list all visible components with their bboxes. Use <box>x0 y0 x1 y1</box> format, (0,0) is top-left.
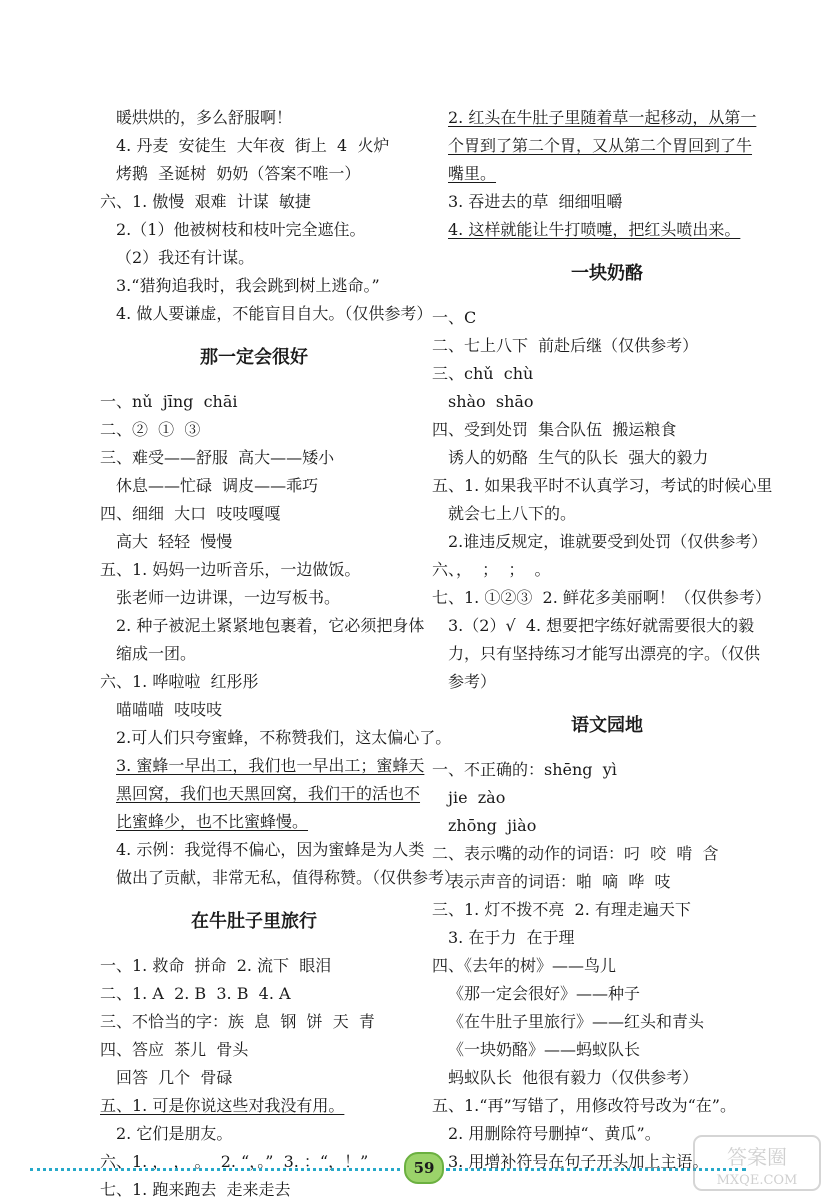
section-heading: 一块奶酪 <box>571 263 643 284</box>
answer-line: 六、， ； ； 。 <box>432 560 551 579</box>
section-heading: 在牛肚子里旅行 <box>191 911 317 932</box>
answer-line: 4. 做人要谦虚，不能盲目自大。（仅供参考） <box>116 304 433 323</box>
answer-line: （2）我还有计谋。 <box>116 248 255 267</box>
answer-line: 二、七上八下 前赴后继（仅供参考） <box>432 336 699 355</box>
answer-line <box>432 104 782 132</box>
page-number: 59 <box>404 1152 444 1184</box>
answer-line <box>432 216 782 244</box>
answer-line: jie zào <box>448 788 506 807</box>
answer-line: 三、不恰当的字：族 息 钢 饼 天 青 <box>100 1012 375 1031</box>
answer-line: 六、1. 哗啦啦 红彤彤 <box>100 672 259 691</box>
answer-line: 二、② ① ③ <box>100 420 201 439</box>
answer-line: shào shāo <box>448 392 534 411</box>
answer-line: 七、1. ①②③ 2. 鲜花多美丽啊！（仅供参考） <box>432 588 771 607</box>
answer-line: 六、1. 傲慢 艰难 计谋 敏捷 <box>100 192 311 211</box>
answer-line: 3.（2）√ 4. 想要把字练好就需要很大的毅 <box>448 616 755 635</box>
answer-line: 五、1. 妈妈一边听音乐，一边做饭。 <box>100 560 361 579</box>
answer-line: 张老师一边讲课，一边写板书。 <box>116 588 341 607</box>
answer-line: 《在牛肚子里旅行》——红头和青头 <box>448 1012 705 1031</box>
underlined-text: 2. 红头在牛肚子里随着草一起移动，从第一 <box>448 108 757 127</box>
answer-line: 回答 几个 骨碌 <box>116 1068 233 1087</box>
answer-line <box>84 780 424 808</box>
answer-line: 一、nǔ jīng chāi <box>100 392 238 411</box>
answer-line: 二、表示嘴的动作的词语：叼 咬 啃 含 <box>432 844 719 863</box>
underlined-text: 4. 这样就能让牛打喷嚏，把红头喷出来。 <box>448 220 741 239</box>
answer-line: 四、受到处罚 集合队伍 搬运粮食 <box>432 420 677 439</box>
answer-line: 2. 它们是朋友。 <box>116 1124 233 1143</box>
answer-line: 一、C <box>432 308 477 327</box>
section-heading: 语文园地 <box>571 715 643 736</box>
answer-line: 《一块奶酪》——蚂蚁队长 <box>448 1040 641 1059</box>
watermark-url: MXQE.COM <box>716 1173 798 1188</box>
answer-column-right <box>432 104 782 1176</box>
section-heading: 那一定会很好 <box>200 347 308 368</box>
answer-line: 二、1. A 2. B 3. B 4. A <box>100 984 291 1003</box>
answer-line: 四、答应 茶儿 骨头 <box>100 1040 249 1059</box>
answer-line: 做出了贡献，非常无私，值得称赞。（仅供参考） <box>116 868 461 887</box>
answer-line: 参考） <box>448 672 497 691</box>
answer-line <box>84 808 424 836</box>
answer-line: 3.“猎狗追我时，我会跳到树上逃命。” <box>116 276 380 295</box>
answer-line: 喵喵喵 吱吱吱 <box>116 700 223 719</box>
answer-line: 4. 丹麦 安徒生 大年夜 街上 4 火炉 <box>116 136 390 155</box>
answer-line: 六、1. ， ， 。 2. “，。” 3. ：“，！” <box>100 1152 369 1171</box>
answer-line: 缩成一团。 <box>116 644 197 663</box>
watermark-graphic <box>692 1134 822 1192</box>
answer-line: 3. 用增补符号在句子开头加上主语。 <box>448 1152 709 1171</box>
underlined-text: 比蜜蜂少，也不比蜜蜂慢。 <box>116 812 309 831</box>
watermark-title: 答案圈 <box>727 1145 787 1169</box>
answer-line: 烤鹅 圣诞树 奶奶（答案不唯一） <box>116 164 361 183</box>
watermark-logo <box>692 1134 822 1192</box>
answer-line: 就会七上八下的。 <box>448 504 577 523</box>
underlined-text: 五、1. 可是你说这些对我没有用。 <box>100 1096 345 1115</box>
answer-line: 力，只有坚持练习才能写出漂亮的字。（仅供 <box>448 644 761 663</box>
answer-line: 表示声音的词语：啪 嘀 哗 吱 <box>448 872 671 891</box>
answer-line: 三、chǔ chù <box>432 364 534 383</box>
answer-line: 2.（1）他被树枝和枝叶完全遮住。 <box>116 220 366 239</box>
answer-line <box>84 1092 424 1120</box>
answer-line: 2.可人们只夸蜜蜂，不称赞我们，这太偏心了。 <box>116 728 452 747</box>
answer-line: 3. 吞进去的草 细细咀嚼 <box>448 192 623 211</box>
answer-line: 暖烘烘的，多么舒服啊！ <box>116 108 293 127</box>
answer-line: 4. 示例：我觉得不偏心，因为蜜蜂是为人类 <box>116 840 425 859</box>
answer-line: 2. 种子被泥土紧紧地包裹着，它必须把身体 <box>116 616 425 635</box>
answer-line: 五、1. 如果我平时不认真学习，考试的时候心里 <box>432 476 773 495</box>
answer-line: 一、不正确的：shēng yì <box>432 760 617 779</box>
answer-line: 3. 在于力 在于理 <box>448 928 575 947</box>
answer-line: 一、1. 救命 拼命 2. 流下 眼泪 <box>100 956 332 975</box>
underlined-text: 3. 蜜蜂一早出工，我们也一早出工；蜜蜂天 <box>116 756 425 775</box>
answer-line <box>432 160 782 188</box>
answer-line: 三、1. 灯不拨不亮 2. 有理走遍天下 <box>432 900 691 919</box>
footer-dotted-line-left <box>30 1168 400 1175</box>
underlined-text: 嘴里。 <box>448 164 497 183</box>
answer-line: 高大 轻轻 慢慢 <box>116 532 233 551</box>
answer-line: 七、1. 跑来跑去 走来走去 <box>100 1180 291 1199</box>
answer-line: 休息——忙碌 调皮——乖巧 <box>116 476 319 495</box>
answer-line: 五、1.“再”写错了，用修改符号改为“在”。 <box>432 1096 736 1115</box>
answer-line <box>432 132 782 160</box>
answer-line: 蚂蚁队长 他很有毅力（仅供参考） <box>448 1068 699 1087</box>
answer-line: 四、《去年的树》——鸟儿 <box>432 956 617 975</box>
underlined-text: 个胃到了第二个胃，又从第二个胃回到了牛 <box>448 136 753 155</box>
answer-line: zhōng jiào <box>448 816 537 835</box>
answer-line: 四、细细 大口 吱吱嘎嘎 <box>100 504 281 523</box>
underlined-text: 黑回窝，我们也天黑回窝，我们干的活也不 <box>116 784 421 803</box>
answer-line <box>84 752 424 780</box>
answer-line: 《那一定会很好》——种子 <box>448 984 641 1003</box>
answer-line: 诱人的奶酪 生气的队长 强大的毅力 <box>448 448 709 467</box>
answer-line: 2.谁违反规定，谁就要受到处罚（仅供参考） <box>448 532 768 551</box>
answer-line: 三、难受——舒服 高大——矮小 <box>100 448 335 467</box>
answer-line: 2. 用删除符号删掉“、黄瓜”。 <box>448 1124 661 1143</box>
